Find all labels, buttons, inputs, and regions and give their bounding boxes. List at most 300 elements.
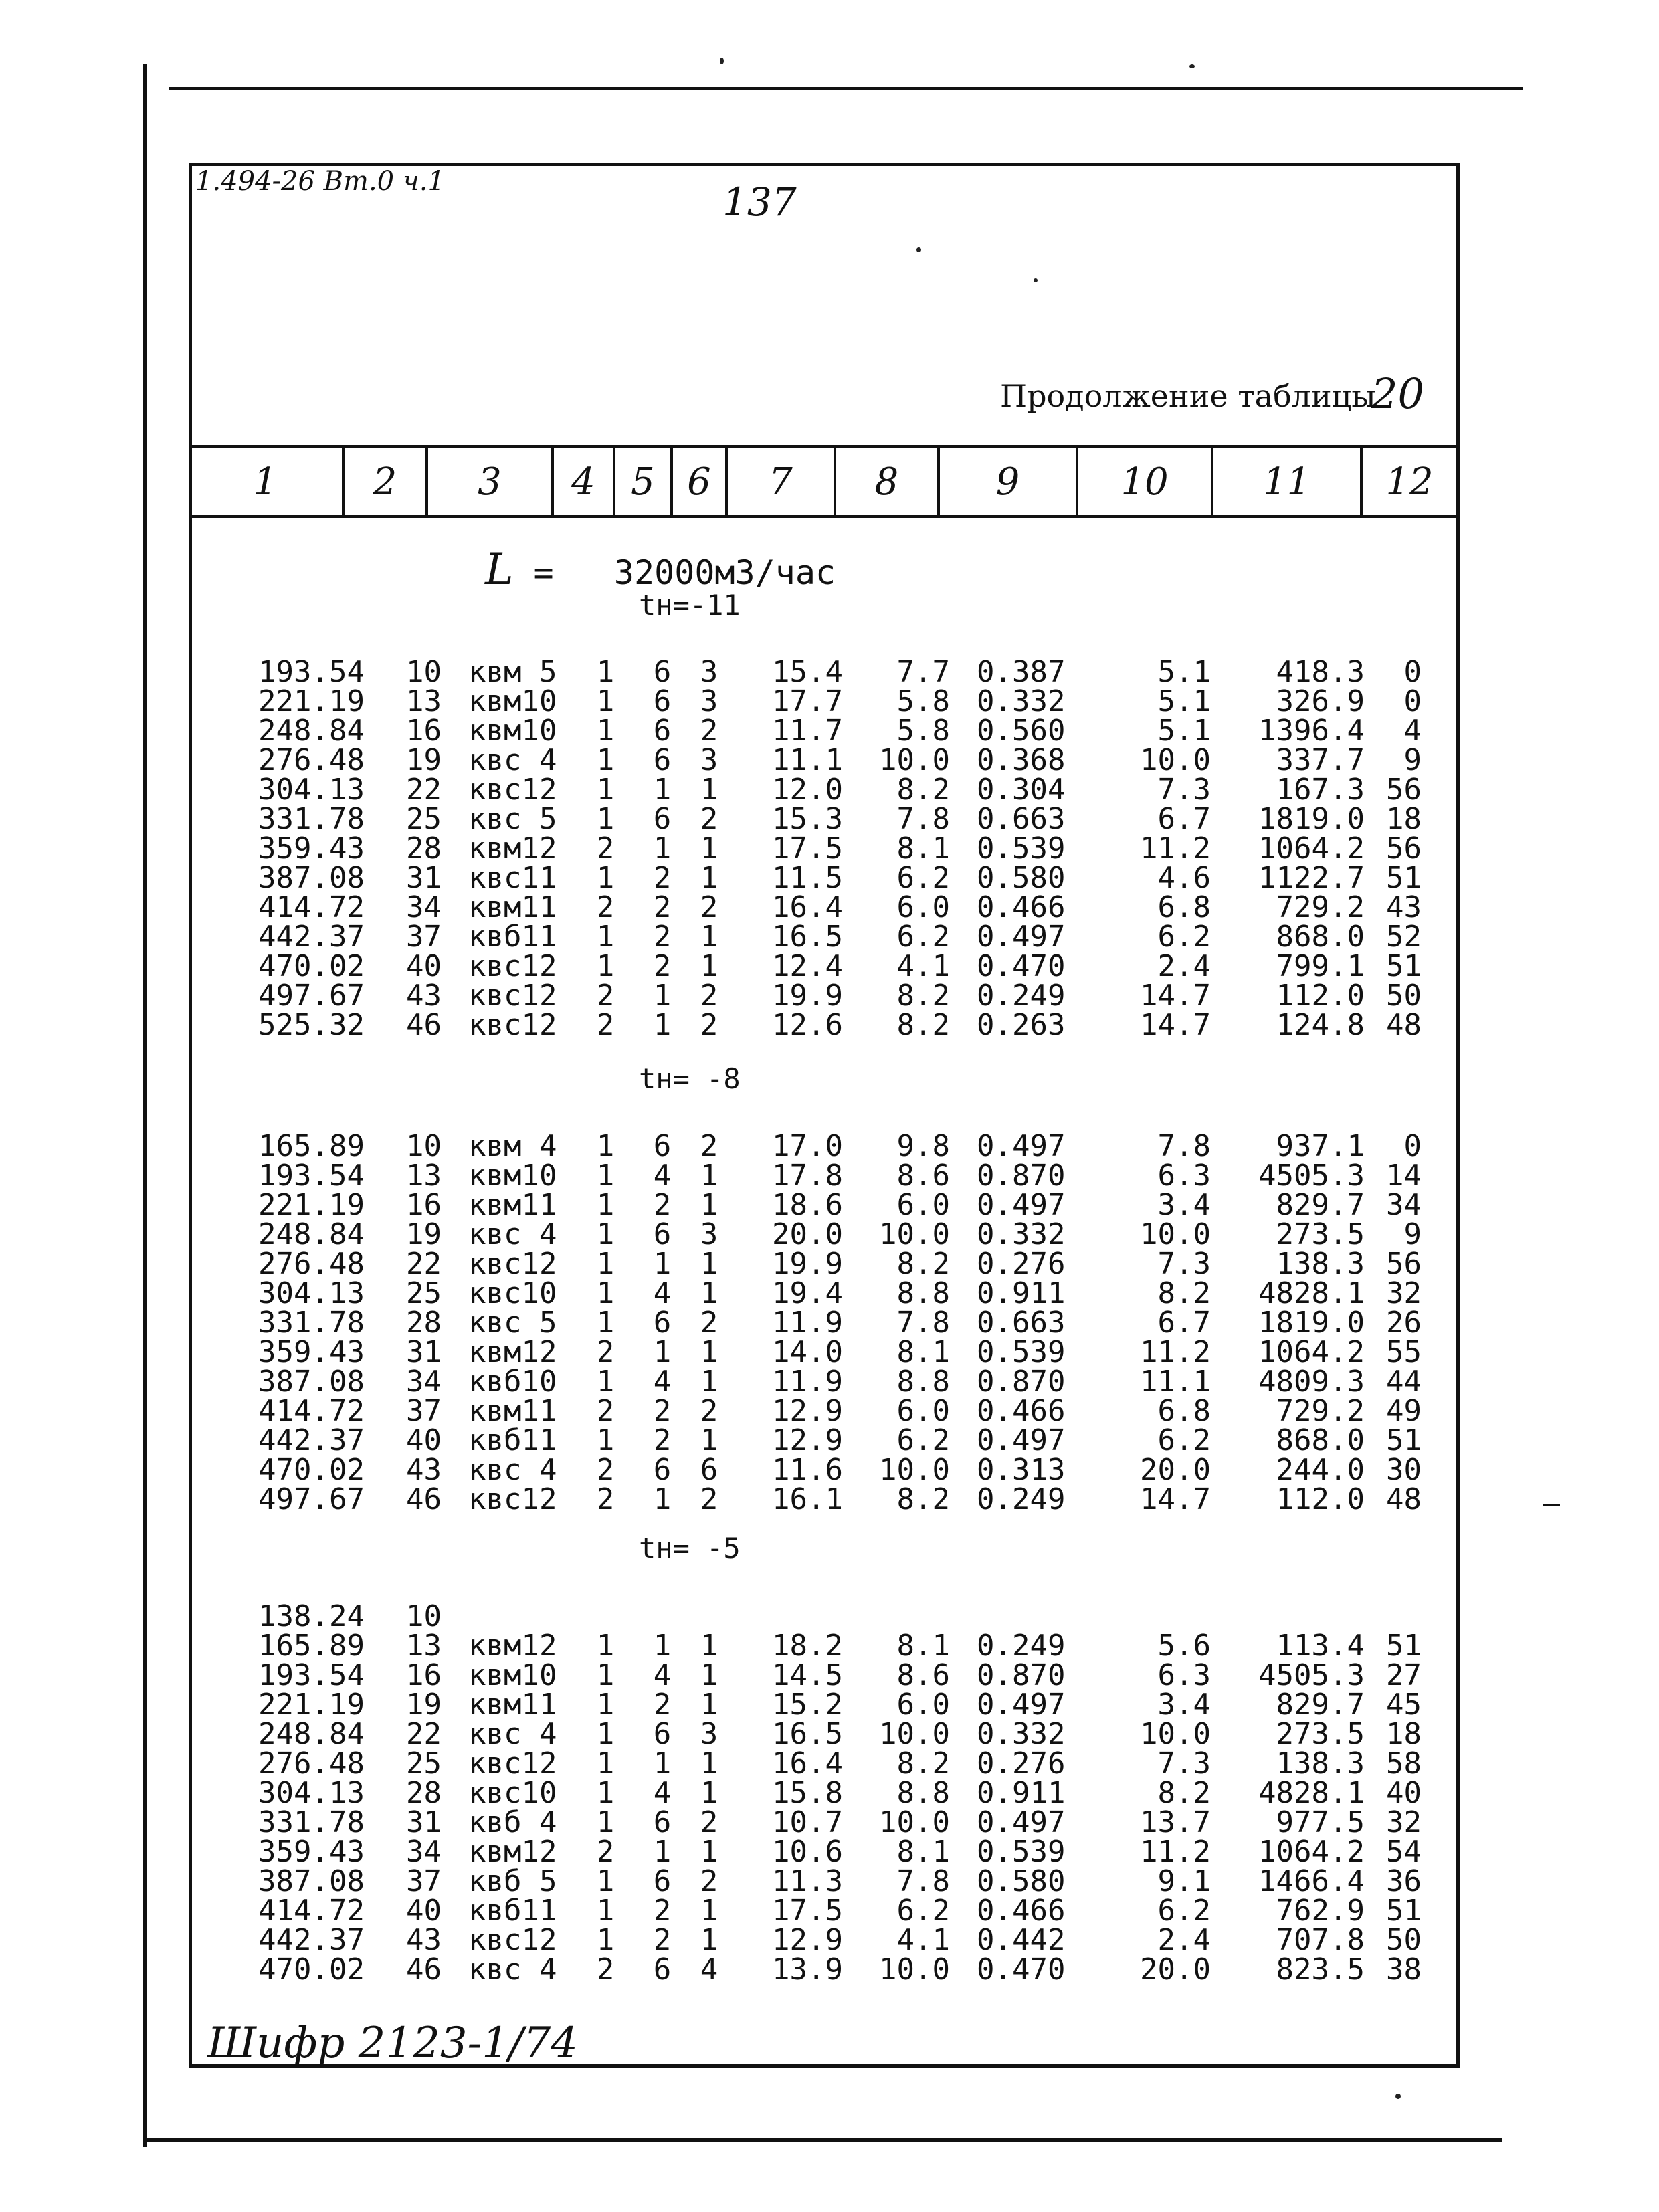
table-cell-col4: 2 bbox=[596, 1835, 615, 1869]
table-cell-col8: 8.2 bbox=[896, 1746, 950, 1781]
table-cell-col11: 418.3 bbox=[1276, 655, 1365, 689]
table-cell-col11: 4505.3 bbox=[1258, 1159, 1365, 1193]
table-cell-col7: 16.1 bbox=[772, 1482, 843, 1516]
table-cell-col9: 0.539 bbox=[977, 1335, 1066, 1369]
table-cell-col1: 387.08 bbox=[258, 861, 365, 895]
table-cell-col10: 7.8 bbox=[1157, 1129, 1211, 1163]
table-cell-col8: 7.8 bbox=[896, 1864, 950, 1898]
table-caption: Продолжение таблицы bbox=[1000, 378, 1376, 414]
table-cell-col2: 37 bbox=[406, 1864, 442, 1898]
flow-value: 32000м3/час bbox=[613, 553, 836, 592]
table-cell-col11: 707.8 bbox=[1276, 1923, 1365, 1957]
table-cell-col10: 5.6 bbox=[1157, 1629, 1211, 1663]
table-cell-col11: 4809.3 bbox=[1258, 1365, 1365, 1399]
table-cell-col9: 0.497 bbox=[977, 1423, 1066, 1457]
table-cell-col8: 6.0 bbox=[896, 1394, 950, 1428]
table-cell-col5: 6 bbox=[653, 1805, 672, 1839]
column-header: 2 bbox=[345, 448, 428, 515]
table-cell-col10: 6.8 bbox=[1157, 890, 1211, 924]
table-caption-number: 20 bbox=[1371, 369, 1424, 418]
section-heading: tн=-11 bbox=[639, 589, 741, 621]
table-cell-col5: 1 bbox=[653, 773, 672, 807]
table-cell-col2: 34 bbox=[406, 890, 442, 924]
table-cell-col2: 10 bbox=[406, 1599, 442, 1633]
table-cell-col2: 31 bbox=[406, 1335, 442, 1369]
table-cell-col9: 0.580 bbox=[977, 861, 1066, 895]
table-cell-col7: 13.9 bbox=[772, 1952, 843, 1987]
table-cell-col7: 17.5 bbox=[772, 831, 843, 866]
table-cell-col2: 34 bbox=[406, 1835, 442, 1869]
table-cell-col7: 19.9 bbox=[772, 979, 843, 1013]
table-cell-col4: 2 bbox=[596, 890, 615, 924]
table-cell-col1: 304.13 bbox=[258, 1276, 365, 1310]
table-cell-col7: 10.7 bbox=[772, 1805, 843, 1839]
column-header: 8 bbox=[836, 448, 940, 515]
table-cell-col1: 470.02 bbox=[258, 1453, 365, 1487]
table-cell-col12: 14 bbox=[1386, 1159, 1422, 1193]
table-cell-col9: 0.497 bbox=[977, 1188, 1066, 1222]
table-cell-col4: 1 bbox=[596, 1629, 615, 1663]
table-cell-col10: 2.4 bbox=[1157, 1923, 1211, 1957]
table-cell-col7: 15.4 bbox=[772, 655, 843, 689]
table-cell-col5: 6 bbox=[653, 1129, 672, 1163]
table-cell-col6: 1 bbox=[700, 1629, 718, 1663]
table-cell-col3: квм12 bbox=[468, 1835, 557, 1869]
table-cell-col11: 124.8 bbox=[1276, 1008, 1365, 1042]
table-cell-col10: 20.0 bbox=[1140, 1453, 1211, 1487]
table-cell-col7: 17.7 bbox=[772, 684, 843, 718]
table-cell-col10: 7.3 bbox=[1157, 773, 1211, 807]
table-cell-col5: 1 bbox=[653, 1008, 672, 1042]
table-cell-col12: 36 bbox=[1386, 1864, 1422, 1898]
table-cell-col3: квм10 bbox=[468, 684, 557, 718]
table-cell-col7: 19.9 bbox=[772, 1247, 843, 1281]
table-cell-col2: 22 bbox=[406, 1717, 442, 1751]
table-cell-col3: квс 5 bbox=[468, 802, 557, 836]
table-cell-col2: 46 bbox=[406, 1008, 442, 1042]
scan-speck bbox=[720, 58, 724, 64]
table-cell-col9: 0.470 bbox=[977, 1952, 1066, 1987]
table-cell-col4: 1 bbox=[596, 861, 615, 895]
table-cell-col9: 0.313 bbox=[977, 1453, 1066, 1487]
table-cell-col12: 9 bbox=[1403, 1217, 1422, 1251]
column-header: 5 bbox=[615, 448, 673, 515]
table-cell-col5: 6 bbox=[653, 802, 672, 836]
scan-speck bbox=[916, 247, 921, 252]
table-cell-col10: 6.3 bbox=[1157, 1658, 1211, 1692]
table-cell-col2: 16 bbox=[406, 1658, 442, 1692]
table-cell-col12: 43 bbox=[1386, 890, 1422, 924]
table-cell-col9: 0.497 bbox=[977, 1688, 1066, 1722]
section-heading: tн= -5 bbox=[639, 1532, 741, 1565]
table-cell-col4: 1 bbox=[596, 1129, 615, 1163]
page-number: 137 bbox=[722, 179, 797, 225]
table-cell-col9: 0.497 bbox=[977, 920, 1066, 954]
table-cell-col6: 1 bbox=[700, 1276, 718, 1310]
table-cell-col1: 414.72 bbox=[258, 1394, 365, 1428]
table-cell-col7: 11.7 bbox=[772, 714, 843, 748]
table-cell-col1: 276.48 bbox=[258, 1746, 365, 1781]
table-cell-col7: 18.6 bbox=[772, 1188, 843, 1222]
table-cell-col6: 2 bbox=[700, 1306, 718, 1340]
table-cell-col12: 4 bbox=[1403, 714, 1422, 748]
table-cell-col11: 1819.0 bbox=[1258, 1306, 1365, 1340]
table-cell-col11: 823.5 bbox=[1276, 1952, 1365, 1987]
table-cell-col5: 2 bbox=[653, 1688, 672, 1722]
table-cell-col4: 1 bbox=[596, 1276, 615, 1310]
table-cell-col9: 0.663 bbox=[977, 802, 1066, 836]
table-cell-col7: 11.3 bbox=[772, 1864, 843, 1898]
column-header: 7 bbox=[728, 448, 836, 515]
table-cell-col1: 276.48 bbox=[258, 743, 365, 777]
table-cell-col1: 138.24 bbox=[258, 1599, 365, 1633]
table-cell-col5: 4 bbox=[653, 1159, 672, 1193]
table-cell-col4: 1 bbox=[596, 1923, 615, 1957]
table-cell-col7: 17.8 bbox=[772, 1159, 843, 1193]
table-cell-col9: 0.466 bbox=[977, 1894, 1066, 1928]
table-cell-col1: 193.54 bbox=[258, 1159, 365, 1193]
table-cell-col8: 8.6 bbox=[896, 1658, 950, 1692]
table-cell-col6: 1 bbox=[700, 1923, 718, 1957]
table-cell-col7: 11.5 bbox=[772, 861, 843, 895]
table-cell-col6: 2 bbox=[700, 979, 718, 1013]
table-cell-col9: 0.539 bbox=[977, 831, 1066, 866]
table-cell-col8: 6.2 bbox=[896, 920, 950, 954]
table-cell-col12: 50 bbox=[1386, 1923, 1422, 1957]
table-cell-col2: 22 bbox=[406, 1247, 442, 1281]
table-cell-col8: 7.7 bbox=[896, 655, 950, 689]
table-cell-col2: 28 bbox=[406, 1776, 442, 1810]
table-cell-col6: 1 bbox=[700, 1335, 718, 1369]
table-cell-col3: квс11 bbox=[468, 861, 557, 895]
table-cell-col12: 38 bbox=[1386, 1952, 1422, 1987]
table-cell-col4: 2 bbox=[596, 1482, 615, 1516]
table-cell-col9: 0.276 bbox=[977, 1746, 1066, 1781]
flow-label: L bbox=[485, 545, 514, 595]
table-cell-col10: 2.4 bbox=[1157, 949, 1211, 983]
table-cell-col10: 4.6 bbox=[1157, 861, 1211, 895]
column-header: 3 bbox=[428, 448, 554, 515]
table-cell-col4: 1 bbox=[596, 655, 615, 689]
table-cell-col8: 6.0 bbox=[896, 1188, 950, 1222]
table-cell-col11: 729.2 bbox=[1276, 890, 1365, 924]
table-cell-col11: 112.0 bbox=[1276, 979, 1365, 1013]
table-cell-col3: квс 4 bbox=[468, 743, 557, 777]
table-cell-col2: 25 bbox=[406, 802, 442, 836]
table-cell-col6: 1 bbox=[700, 1688, 718, 1722]
table-cell-col8: 8.1 bbox=[896, 831, 950, 866]
table-cell-col1: 414.72 bbox=[258, 890, 365, 924]
table-cell-col8: 7.8 bbox=[896, 1306, 950, 1340]
table-cell-col9: 0.560 bbox=[977, 714, 1066, 748]
table-cell-col7: 11.9 bbox=[772, 1365, 843, 1399]
table-cell-col10: 11.1 bbox=[1140, 1365, 1211, 1399]
table-cell-col12: 0 bbox=[1403, 655, 1422, 689]
table-cell-col8: 5.8 bbox=[896, 684, 950, 718]
table-cell-col3: квм12 bbox=[468, 1629, 557, 1663]
table-cell-col10: 10.0 bbox=[1140, 743, 1211, 777]
table-cell-col5: 6 bbox=[653, 743, 672, 777]
scan-speck bbox=[1034, 278, 1038, 282]
table-cell-col8: 8.8 bbox=[896, 1365, 950, 1399]
table-cell-col12: 30 bbox=[1386, 1453, 1422, 1487]
table-cell-col4: 1 bbox=[596, 1217, 615, 1251]
table-cell-col10: 8.2 bbox=[1157, 1776, 1211, 1810]
table-cell-col9: 0.368 bbox=[977, 743, 1066, 777]
table-cell-col7: 17.5 bbox=[772, 1894, 843, 1928]
table-cell-col1: 442.37 bbox=[258, 920, 365, 954]
table-cell-col10: 6.2 bbox=[1157, 1894, 1211, 1928]
table-cell-col7: 12.9 bbox=[772, 1394, 843, 1428]
table-cell-col3: квс 5 bbox=[468, 1306, 557, 1340]
table-cell-col12: 56 bbox=[1386, 773, 1422, 807]
table-cell-col6: 1 bbox=[700, 1365, 718, 1399]
table-cell-col5: 6 bbox=[653, 1306, 672, 1340]
table-cell-col9: 0.304 bbox=[977, 773, 1066, 807]
table-cell-col5: 6 bbox=[653, 1217, 672, 1251]
table-cell-col3: квб 5 bbox=[468, 1864, 557, 1898]
table-cell-col7: 11.6 bbox=[772, 1453, 843, 1487]
table-cell-col11: 762.9 bbox=[1276, 1894, 1365, 1928]
table-cell-col10: 6.8 bbox=[1157, 1394, 1211, 1428]
table-cell-col11: 4828.1 bbox=[1258, 1276, 1365, 1310]
table-cell-col2: 10 bbox=[406, 1129, 442, 1163]
table-cell-col10: 14.7 bbox=[1140, 979, 1211, 1013]
table-cell-col10: 3.4 bbox=[1157, 1188, 1211, 1222]
table-cell-col6: 2 bbox=[700, 714, 718, 748]
table-cell-col5: 2 bbox=[653, 1923, 672, 1957]
table-cell-col12: 55 bbox=[1386, 1335, 1422, 1369]
table-cell-col4: 2 bbox=[596, 979, 615, 1013]
table-cell-col9: 0.870 bbox=[977, 1658, 1066, 1692]
top-border-line bbox=[169, 87, 1523, 90]
table-cell-col11: 829.7 bbox=[1276, 1188, 1365, 1222]
table-cell-col2: 13 bbox=[406, 1159, 442, 1193]
table-cell-col9: 0.539 bbox=[977, 1835, 1066, 1869]
table-cell-col3: квс 4 bbox=[468, 1717, 557, 1751]
table-cell-col4: 1 bbox=[596, 1688, 615, 1722]
table-cell-col6: 1 bbox=[700, 1159, 718, 1193]
table-cell-col6: 1 bbox=[700, 1776, 718, 1810]
table-cell-col3: квс12 bbox=[468, 773, 557, 807]
table-cell-col9: 0.466 bbox=[977, 1394, 1066, 1428]
table-cell-col5: 2 bbox=[653, 949, 672, 983]
table-cell-col4: 1 bbox=[596, 802, 615, 836]
table-cell-col1: 387.08 bbox=[258, 1864, 365, 1898]
table-cell-col1: 221.19 bbox=[258, 1188, 365, 1222]
table-cell-col7: 16.5 bbox=[772, 920, 843, 954]
table-cell-col4: 1 bbox=[596, 1746, 615, 1781]
table-cell-col10: 11.2 bbox=[1140, 1335, 1211, 1369]
table-cell-col11: 1122.7 bbox=[1258, 861, 1365, 895]
table-cell-col11: 1064.2 bbox=[1258, 1335, 1365, 1369]
table-cell-col2: 13 bbox=[406, 1629, 442, 1663]
footer-code: Шифр 2123-1/74 bbox=[207, 2019, 578, 2068]
table-cell-col10: 6.2 bbox=[1157, 1423, 1211, 1457]
table-cell-col4: 2 bbox=[596, 1952, 615, 1987]
table-cell-col6: 2 bbox=[700, 1805, 718, 1839]
table-cell-col12: 51 bbox=[1386, 1894, 1422, 1928]
table-cell-col3: квм12 bbox=[468, 1335, 557, 1369]
table-cell-col12: 26 bbox=[1386, 1306, 1422, 1340]
table-cell-col10: 9.1 bbox=[1157, 1864, 1211, 1898]
table-cell-col4: 1 bbox=[596, 773, 615, 807]
table-cell-col5: 1 bbox=[653, 1335, 672, 1369]
table-cell-col3: квс12 bbox=[468, 1482, 557, 1516]
table-cell-col8: 8.6 bbox=[896, 1159, 950, 1193]
table-cell-col2: 31 bbox=[406, 1805, 442, 1839]
table-cell-col1: 193.54 bbox=[258, 655, 365, 689]
table-cell-col8: 10.0 bbox=[879, 1453, 950, 1487]
table-cell-col6: 1 bbox=[700, 1835, 718, 1869]
table-cell-col12: 0 bbox=[1403, 684, 1422, 718]
table-cell-col3: квс12 bbox=[468, 979, 557, 1013]
table-cell-col8: 6.2 bbox=[896, 1423, 950, 1457]
table-cell-col6: 2 bbox=[700, 1864, 718, 1898]
table-cell-col5: 2 bbox=[653, 1423, 672, 1457]
table-cell-col9: 0.263 bbox=[977, 1008, 1066, 1042]
table-cell-col1: 165.89 bbox=[258, 1129, 365, 1163]
table-cell-col7: 17.0 bbox=[772, 1129, 843, 1163]
table-cell-col3: квм 5 bbox=[468, 655, 557, 689]
table-cell-col5: 1 bbox=[653, 1247, 672, 1281]
table-cell-col7: 19.4 bbox=[772, 1276, 843, 1310]
table-cell-col5: 4 bbox=[653, 1658, 672, 1692]
table-cell-col11: 4505.3 bbox=[1258, 1658, 1365, 1692]
table-cell-col2: 46 bbox=[406, 1482, 442, 1516]
table-cell-col10: 5.1 bbox=[1157, 714, 1211, 748]
table-cell-col8: 6.2 bbox=[896, 861, 950, 895]
table-cell-col6: 1 bbox=[700, 861, 718, 895]
table-cell-col1: 359.43 bbox=[258, 1835, 365, 1869]
table-cell-col5: 6 bbox=[653, 1864, 672, 1898]
table-cell-col12: 32 bbox=[1386, 1276, 1422, 1310]
table-cell-col12: 18 bbox=[1386, 1717, 1422, 1751]
table-cell-col4: 2 bbox=[596, 1335, 615, 1369]
table-cell-col1: 497.67 bbox=[258, 979, 365, 1013]
table-cell-col9: 0.911 bbox=[977, 1276, 1066, 1310]
table-cell-col5: 6 bbox=[653, 1453, 672, 1487]
table-cell-col11: 868.0 bbox=[1276, 920, 1365, 954]
column-header: 4 bbox=[554, 448, 615, 515]
table-cell-col3: квм10 bbox=[468, 714, 557, 748]
table-cell-col5: 6 bbox=[653, 1717, 672, 1751]
table-cell-col7: 12.4 bbox=[772, 949, 843, 983]
table-cell-col12: 51 bbox=[1386, 1423, 1422, 1457]
table-cell-col12: 27 bbox=[1386, 1658, 1422, 1692]
table-cell-col1: 304.13 bbox=[258, 773, 365, 807]
table-cell-col2: 13 bbox=[406, 684, 442, 718]
table-cell-col12: 40 bbox=[1386, 1776, 1422, 1810]
table-cell-col11: 1064.2 bbox=[1258, 1835, 1365, 1869]
table-cell-col3: квм10 bbox=[468, 1159, 557, 1193]
column-header: 10 bbox=[1078, 448, 1213, 515]
table-cell-col7: 12.0 bbox=[772, 773, 843, 807]
table-cell-col9: 0.911 bbox=[977, 1776, 1066, 1810]
table-cell-col4: 1 bbox=[596, 1717, 615, 1751]
table-cell-col9: 0.466 bbox=[977, 890, 1066, 924]
table-cell-col8: 4.1 bbox=[896, 1923, 950, 1957]
table-cell-col11: 167.3 bbox=[1276, 773, 1365, 807]
table-cell-col9: 0.470 bbox=[977, 949, 1066, 983]
table-cell-col3: квс10 bbox=[468, 1776, 557, 1810]
table-cell-col9: 0.497 bbox=[977, 1805, 1066, 1839]
table-cell-col2: 16 bbox=[406, 1188, 442, 1222]
table-cell-col8: 8.2 bbox=[896, 1008, 950, 1042]
table-cell-col6: 1 bbox=[700, 1423, 718, 1457]
table-cell-col1: 248.84 bbox=[258, 1717, 365, 1751]
table-cell-col7: 11.9 bbox=[772, 1306, 843, 1340]
table-cell-col8: 8.2 bbox=[896, 1482, 950, 1516]
bottom-border-line bbox=[144, 2138, 1502, 2142]
table-cell-col7: 18.2 bbox=[772, 1629, 843, 1663]
table-cell-col2: 25 bbox=[406, 1746, 442, 1781]
table-cell-col9: 0.497 bbox=[977, 1129, 1066, 1163]
table-cell-col4: 2 bbox=[596, 1008, 615, 1042]
table-cell-col5: 6 bbox=[653, 684, 672, 718]
table-cell-col10: 7.3 bbox=[1157, 1247, 1211, 1281]
table-cell-col5: 2 bbox=[653, 1394, 672, 1428]
table-cell-col2: 19 bbox=[406, 743, 442, 777]
table-cell-col10: 10.0 bbox=[1140, 1217, 1211, 1251]
section-heading: tн= -8 bbox=[639, 1062, 741, 1095]
table-cell-col3: квм11 bbox=[468, 1188, 557, 1222]
table-cell-col11: 326.9 bbox=[1276, 684, 1365, 718]
table-cell-col9: 0.332 bbox=[977, 1217, 1066, 1251]
table-cell-col8: 8.8 bbox=[896, 1276, 950, 1310]
table-cell-col3: квм11 bbox=[468, 1688, 557, 1722]
table-cell-col3: квб11 bbox=[468, 1894, 557, 1928]
table-cell-col9: 0.870 bbox=[977, 1159, 1066, 1193]
table-cell-col4: 1 bbox=[596, 1365, 615, 1399]
scan-mark bbox=[1543, 1504, 1560, 1506]
table-cell-col8: 10.0 bbox=[879, 1805, 950, 1839]
table-cell-col2: 28 bbox=[406, 1306, 442, 1340]
table-cell-col11: 244.0 bbox=[1276, 1453, 1365, 1487]
table-cell-col3: квм12 bbox=[468, 831, 557, 866]
table-cell-col3: квм11 bbox=[468, 1394, 557, 1428]
column-header: 6 bbox=[673, 448, 728, 515]
table-cell-col10: 5.1 bbox=[1157, 684, 1211, 718]
table-cell-col9: 0.663 bbox=[977, 1306, 1066, 1340]
column-header-row bbox=[189, 445, 1460, 518]
table-cell-col12: 0 bbox=[1403, 1129, 1422, 1163]
document-code: 1.494-26 Вт.0 ч.1 bbox=[195, 166, 445, 197]
table-cell-col8: 8.2 bbox=[896, 979, 950, 1013]
table-cell-col8: 5.8 bbox=[896, 714, 950, 748]
table-cell-col2: 46 bbox=[406, 1952, 442, 1987]
table-cell-col2: 40 bbox=[406, 1894, 442, 1928]
table-cell-col1: 193.54 bbox=[258, 1658, 365, 1692]
table-cell-col12: 44 bbox=[1386, 1365, 1422, 1399]
table-cell-col1: 248.84 bbox=[258, 714, 365, 748]
table-cell-col10: 6.2 bbox=[1157, 920, 1211, 954]
table-cell-col2: 19 bbox=[406, 1217, 442, 1251]
table-cell-col1: 276.48 bbox=[258, 1247, 365, 1281]
table-cell-col8: 8.1 bbox=[896, 1835, 950, 1869]
table-cell-col7: 12.6 bbox=[772, 1008, 843, 1042]
table-cell-col4: 1 bbox=[596, 1247, 615, 1281]
table-cell-col6: 3 bbox=[700, 1217, 718, 1251]
table-cell-col10: 14.7 bbox=[1140, 1008, 1211, 1042]
table-cell-col8: 6.0 bbox=[896, 890, 950, 924]
table-cell-col4: 1 bbox=[596, 743, 615, 777]
table-cell-col2: 43 bbox=[406, 1453, 442, 1487]
table-cell-col2: 43 bbox=[406, 1923, 442, 1957]
table-cell-col6: 4 bbox=[700, 1952, 718, 1987]
table-cell-col10: 3.4 bbox=[1157, 1688, 1211, 1722]
table-cell-col9: 0.442 bbox=[977, 1923, 1066, 1957]
